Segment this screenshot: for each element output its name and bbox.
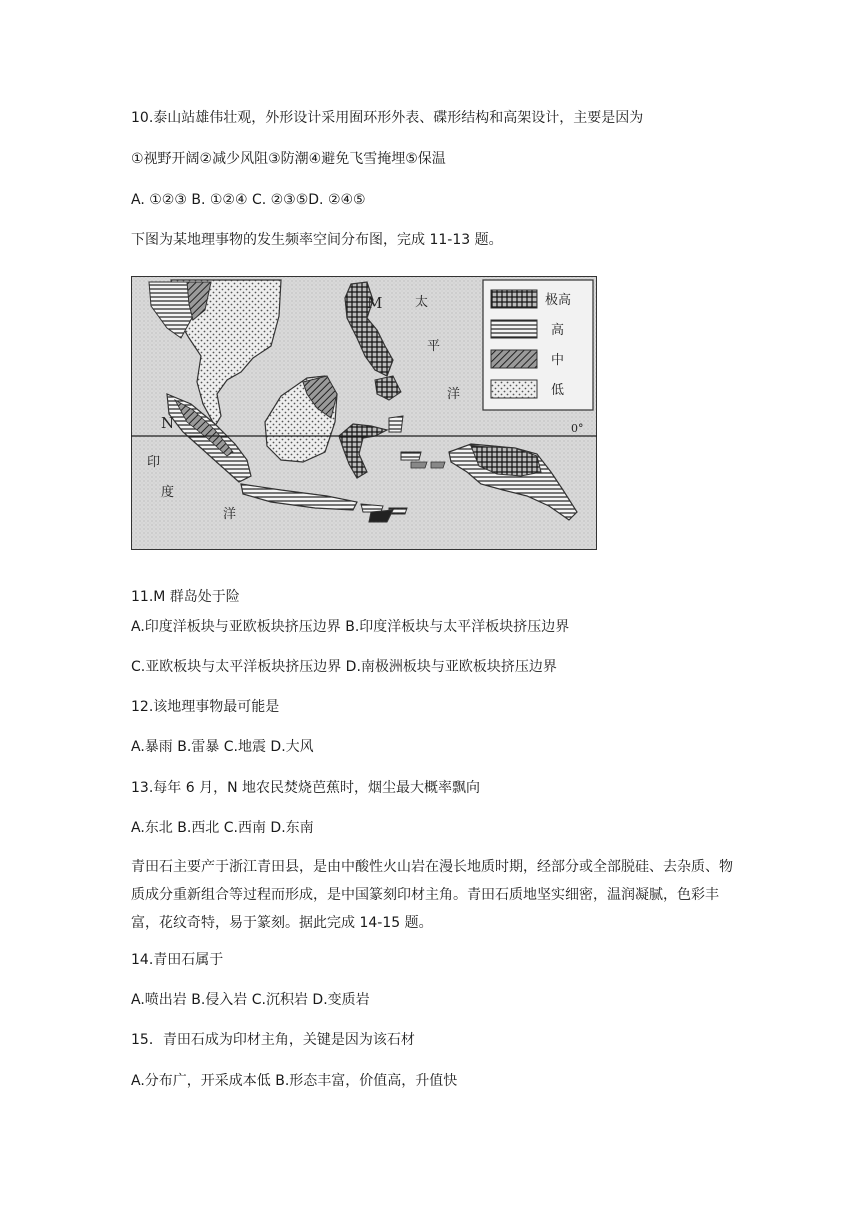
q13-stem: 13.每年 6 月，N 地农民焚烧芭蕉时，烟尘最大概率飘向 — [131, 780, 480, 796]
q14-stem: 14.青田石属于 — [131, 952, 224, 968]
intro-11-13: 下图为某地理事物的发生频率空间分布图，完成 11-13 题。 — [131, 232, 503, 248]
label-m: M — [367, 294, 383, 312]
q13-options: A.东北 B.西北 C.西南 D.东南 — [131, 820, 314, 836]
label-ocean-ping: 平 — [427, 339, 441, 354]
label-equator: 0° — [571, 422, 584, 435]
legend-label-mid: 中 — [551, 353, 565, 368]
q11-options-line1: A.印度洋板块与亚欧板块挤压边界 B.印度洋板块与太平洋板块挤压边界 — [131, 619, 570, 635]
legend-label-low: 低 — [551, 383, 565, 398]
q12-options: A.暴雨 B.雷暴 C.地震 D.大风 — [131, 739, 314, 755]
q12-stem: 12.该地理事物最可能是 — [131, 699, 280, 715]
legend-label-very-high: 极高 — [545, 293, 572, 308]
label-ocean-tai: 太 — [415, 295, 429, 310]
q10-statements: ①视野开阔②减少风阻③防潮④避免飞雪掩埋⑤保温 — [131, 151, 446, 167]
label-ocean-yin: 印 — [147, 455, 161, 470]
q11-options-line2: C.亚欧板块与太平洋板块挤压边界 D.南极洲板块与亚欧板块挤压边界 — [131, 659, 557, 675]
label-ocean-du: 度 — [161, 485, 175, 500]
label-n: N — [161, 414, 175, 432]
q14-options: A.喷出岩 B.侵入岩 C.沉积岩 D.变质岩 — [131, 992, 370, 1008]
legend-label-high: 高 — [551, 323, 565, 338]
frequency-distribution-map — [131, 276, 597, 550]
label-ocean-yang-west: 洋 — [223, 507, 237, 522]
legend-swatch-high — [491, 320, 537, 338]
q10-stem: 10.泰山站雄伟壮观，外形设计采用囿环形外表、碟形结构和高架设计，主要是因为 — [131, 110, 644, 126]
legend-swatch-mid — [491, 350, 537, 368]
intro-14-15: 青田石主要产于浙江青田县，是由中酸性火山岩在漫长地质时期，经部分或全部脱硅、去杂质、物质成分重新组合等过程而形成，是中国篆刻印材主角。青田石质地坚实细密，温润凝腻，色彩丰富，花纹奇特，易于篆刻。据此完成 14-15 题。 — [131, 859, 733, 931]
legend-swatch-low — [491, 380, 537, 398]
q15-stem: 15．青田石成为印材主角，关键是因为该石材 — [131, 1032, 415, 1048]
label-ocean-yang-east: 洋 — [447, 387, 461, 402]
q10-options: A. ①②③ B. ①②④ C. ②③⑤D. ②④⑤ — [131, 192, 366, 208]
q11-stem: 11.M 群岛处于险 — [131, 589, 240, 605]
q15-options: A.分布广，开采成本低 B.形态丰富，价值高，升值快 — [131, 1073, 458, 1089]
legend-swatch-very-high — [491, 290, 537, 308]
